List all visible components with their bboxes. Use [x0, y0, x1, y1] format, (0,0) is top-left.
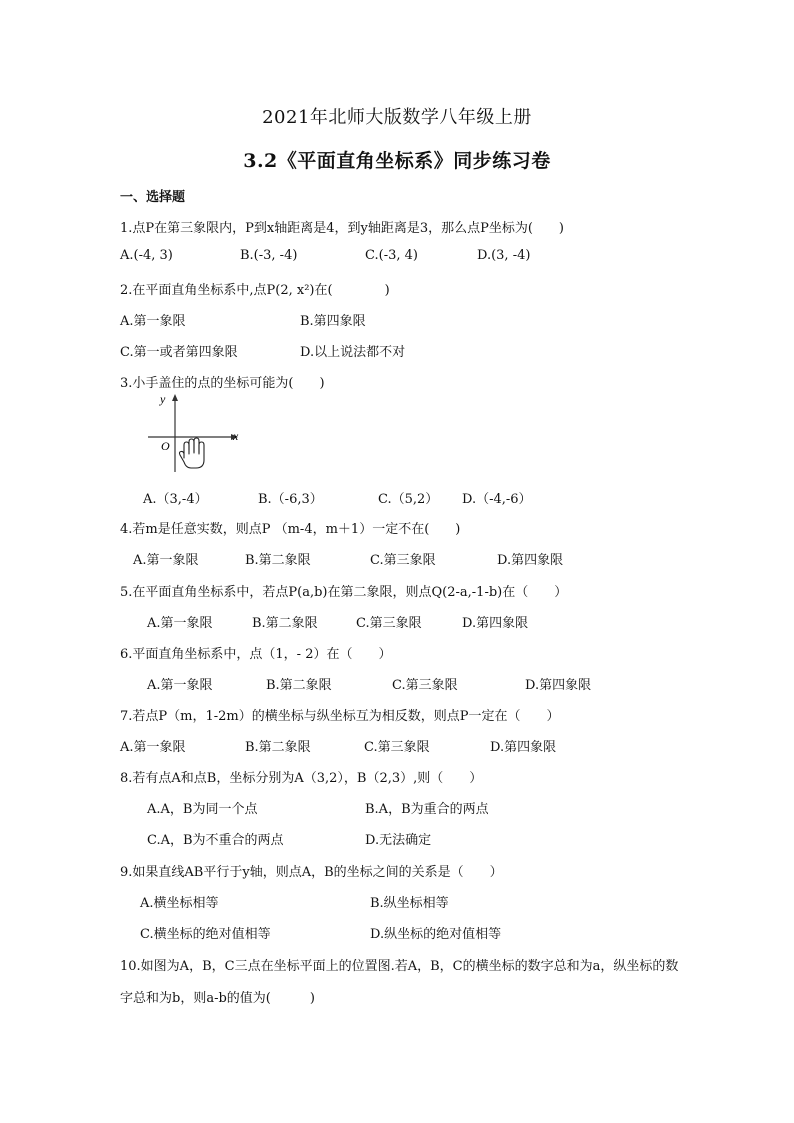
question-4-option-d: D.第四象限 [497, 553, 564, 568]
question-6-option-b: B.第二象限 [266, 678, 332, 693]
question-2-option-c: C.第一或者第四象限 [120, 345, 238, 360]
question-4-option-b: B.第二象限 [245, 553, 311, 568]
question-6-stem: 6.平面直角坐标系中，点（1，- 2）在（ ） [120, 647, 392, 662]
question-2-option-a: A.第一象限 [120, 314, 186, 329]
question-7-option-c: C.第三象限 [364, 740, 430, 755]
question-7-option-a: A.第一象限 [120, 740, 186, 755]
question-2-option-b: B.第四象限 [300, 314, 366, 329]
question-4-option-a: A.第一象限 [133, 553, 199, 568]
section-heading: 一、选择题 [120, 190, 186, 205]
question-3-option-a: A.（3,-4） [143, 492, 208, 507]
origin-label: O [161, 439, 170, 453]
question-6-option-d: D.第四象限 [525, 678, 592, 693]
question-8-option-c: C.A，B为不重合的两点 [147, 833, 284, 848]
question-4-option-c: C.第三象限 [370, 553, 436, 568]
question-5-option-b: B.第二象限 [252, 616, 318, 631]
y-axis-label: y [160, 392, 166, 406]
question-7-option-b: B.第二象限 [245, 740, 311, 755]
question-7-option-d: D.第四象限 [490, 740, 557, 755]
question-10-stem-continued: 字总和为b，则a-b的值为( ) [120, 991, 315, 1006]
question-6-option-c: C.第三象限 [392, 678, 458, 693]
question-9-option-c: C.横坐标的绝对值相等 [140, 927, 271, 942]
worksheet-subtitle: 3.2《平面直角坐标系》同步练习卷 [243, 150, 551, 172]
question-2-option-d: D.以上说法都不对 [300, 345, 406, 360]
question-8-option-b: B.A，B为重合的两点 [365, 802, 489, 817]
question-5-option-d: D.第四象限 [462, 616, 529, 631]
question-8-stem: 8.若有点A和点B，坐标分别为A（3,2），B（2,3）,则（ ） [120, 771, 483, 786]
question-3-option-c: C.（5,2） [378, 492, 439, 507]
question-9-stem: 9.如果直线AB平行于y轴，则点A，B的坐标之间的关系是（ ） [120, 865, 503, 880]
question-3-stem: 3.小手盖住的点的坐标可能为( ) [120, 376, 325, 391]
question-1-stem: 1.点P在第三象限内，P到x轴距离是4，到y轴距离是3，那么点P坐标为( ) [120, 221, 565, 236]
x-axis-label: x [233, 429, 239, 443]
hand-icon [179, 438, 204, 468]
question-1-option-a: A.(-4, 3) [120, 248, 173, 263]
question-9-option-a: A.横坐标相等 [140, 896, 219, 911]
worksheet-title: 2021年北师大版数学八年级上册 [262, 107, 532, 128]
question-2-stem: 2.在平面直角坐标系中,点P(2, x²)在( ) [120, 283, 390, 298]
question-1-option-b: B.(-3, -4) [240, 248, 298, 263]
question-7-stem: 7.若点P（m，1-2m）的横坐标与纵坐标互为相反数，则点P一定在（ ） [120, 709, 560, 724]
question-8-option-d: D.无法确定 [365, 833, 432, 848]
question-5-option-a: A.第一象限 [147, 616, 213, 631]
coordinate-axes [140, 392, 250, 472]
coordinate-figure [140, 392, 250, 472]
question-9-option-d: D.纵坐标的绝对值相等 [370, 927, 502, 942]
question-8-option-a: A.A，B为同一个点 [147, 802, 258, 817]
question-9-option-b: B.纵坐标相等 [370, 896, 449, 911]
question-5-stem: 5.在平面直角坐标系中，若点P(a,b)在第二象限，则点Q(2-a,-1-b)在（ ） [120, 585, 568, 600]
question-4-stem: 4.若m是任意实数，则点P （m-4，m＋1）一定不在( ) [120, 522, 461, 537]
question-6-option-a: A.第一象限 [147, 678, 213, 693]
question-3-option-b: B.（-6,3） [258, 492, 323, 507]
question-10-stem: 10.如图为A，B，C三点在坐标平面上的位置图.若A，B，C的横坐标的数字总和为a，纵坐标的数 [120, 959, 679, 974]
question-5-option-c: C.第三象限 [356, 616, 422, 631]
question-1-option-c: C.(-3, 4) [365, 248, 418, 263]
question-1-option-d: D.(3, -4) [477, 248, 531, 263]
question-3-option-d: D.（-4,-6） [462, 492, 532, 507]
